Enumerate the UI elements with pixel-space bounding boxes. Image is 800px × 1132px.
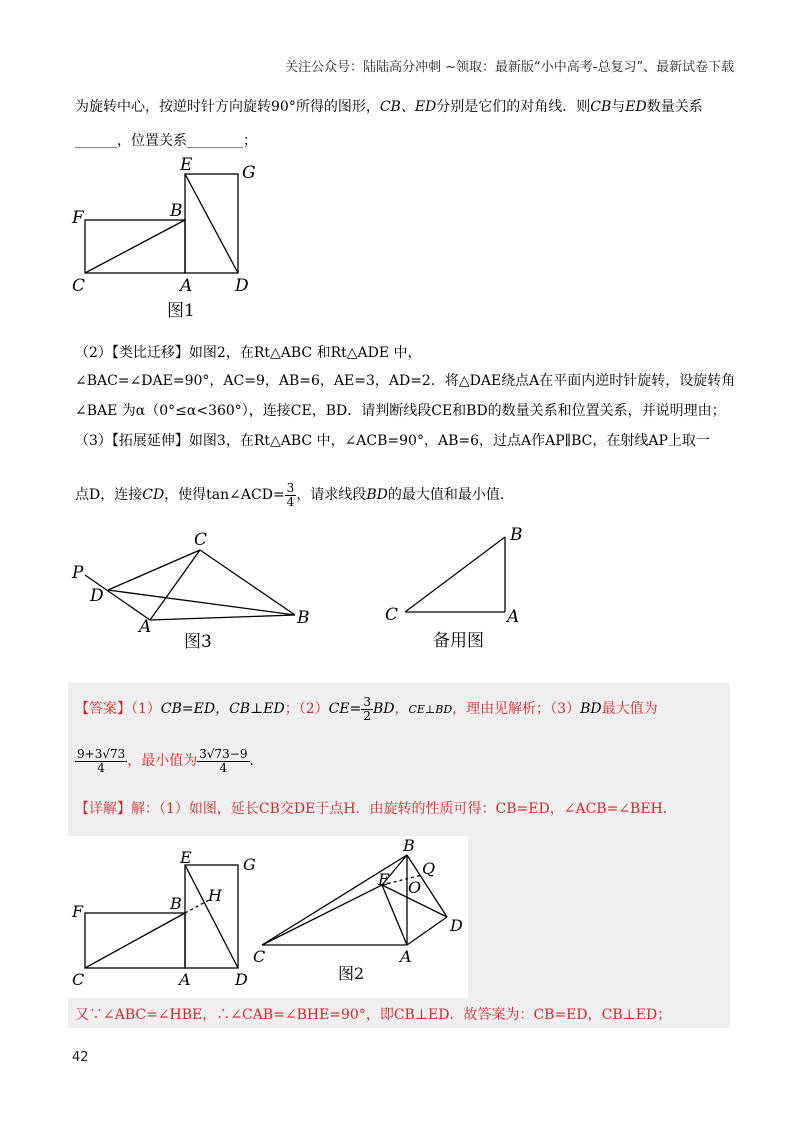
- final-line: 又∵∠ABC=∠HBE，∴∠CAB=∠BHE=90°，即CB⊥ED．故答案为：CB=ED，CB⊥ED；: [75, 1007, 672, 1023]
- fig4-label-e: E: [180, 848, 192, 867]
- fig1-label-d: D: [235, 276, 249, 296]
- fig4-label-b: B: [170, 894, 182, 913]
- fig2-label-b: B: [403, 836, 415, 855]
- fig1-label-e: E: [180, 155, 193, 175]
- q3-line-1: （3）【拓展延伸】如图3，在Rt△ABC 中，∠ACB=90°，AB=6，过点A作AP∥BC，在射线AP上取一: [75, 433, 710, 449]
- fig2-caption: 图2: [338, 964, 365, 983]
- fig4-label-c: C: [72, 970, 85, 989]
- figure-2: [250, 835, 465, 990]
- q2-line-1: （2）【类比迁移】如图2，在Rt△ABC 和Rt△ADE 中，: [75, 345, 422, 361]
- backup-label-a: A: [507, 607, 520, 627]
- fig1-label-f: F: [72, 208, 84, 228]
- answer-line-1: 【答案】（1）CB=ED，CB⊥ED；（2）CE= $\frac{3}{2}$ BD，CE⊥BD，理由见解析；（3）BD最大值为: [75, 695, 658, 723]
- figure-backup: [380, 522, 540, 657]
- fig3-label-p: P: [72, 563, 84, 583]
- fig3-label-b: B: [297, 608, 310, 628]
- page-header: 关注公众号：陆陆高分冲刺 ~领取：最新版“小中高考-总复习”、最新试卷下载: [285, 60, 735, 75]
- fig1-label-c: C: [72, 276, 86, 296]
- figure-1: [60, 150, 270, 330]
- q2-line-3: ∠BAE 为α（0°≤α<360°），连接CE，BD．请判断线段CE和BD的数量关系和位置关系，并说明理由；: [75, 403, 726, 419]
- fig2-label-d: D: [450, 916, 463, 935]
- fig3-label-d: D: [90, 586, 104, 606]
- fig1-label-g: G: [242, 163, 256, 183]
- answer-line-2: $\frac{9+3√73}{4}$ ，最小值为 $\frac{3√73-9}{4}$ ．: [77, 747, 264, 775]
- fig2-label-c: C: [253, 947, 266, 966]
- fig2-label-a: A: [400, 947, 412, 966]
- fig1-label-a: A: [180, 276, 193, 296]
- q3-line-2: 点D，连接CD，使得tan∠ACD= $\frac{3}{4}$ ，请求线段BD的最大值和最小值．: [75, 481, 514, 509]
- detail-line: 【详解】解：（1）如图，延长CB交DE于点H．由旋转的性质可得：CB=ED，∠ACB=∠BEH．: [75, 801, 677, 817]
- fig4-label-g: G: [243, 855, 256, 874]
- q2-line-2: ∠BAC=∠DAE=90°，AC=9，AB=6，AE=3，AD=2．将△DAE绕点A在平面内逆时针旋转，设旋转角: [75, 373, 736, 389]
- fig2-label-e: E: [378, 870, 390, 889]
- fig4-label-d: D: [235, 970, 248, 989]
- fig4-label-a: A: [179, 970, 191, 989]
- fig3-label-a: A: [139, 617, 152, 637]
- page-number: 42: [72, 1050, 89, 1065]
- backup-label-b: B: [510, 525, 523, 545]
- backup-label-c: C: [385, 605, 399, 625]
- intro-line-2: ______，位置关系________；: [75, 133, 257, 149]
- fig4-label-h: H: [208, 886, 222, 905]
- fig1-label-b: B: [170, 201, 183, 221]
- intro-line-1: 为旋转中心，按逆时针方向旋转90°所得的图形，CB、ED分别是它们的对角线．则CB与ED数量关系: [75, 99, 703, 115]
- figure-3: [65, 525, 325, 660]
- fig2-label-q: Q: [422, 859, 436, 878]
- fig3-caption: 图3: [184, 632, 212, 652]
- fig1-caption: 图1: [167, 301, 195, 321]
- fig3-label-c: C: [194, 530, 208, 550]
- fig2-label-o: O: [408, 878, 422, 897]
- backup-caption: 备用图: [433, 631, 484, 651]
- figure-1-annotated: [65, 845, 260, 995]
- fig4-label-f: F: [72, 902, 84, 921]
